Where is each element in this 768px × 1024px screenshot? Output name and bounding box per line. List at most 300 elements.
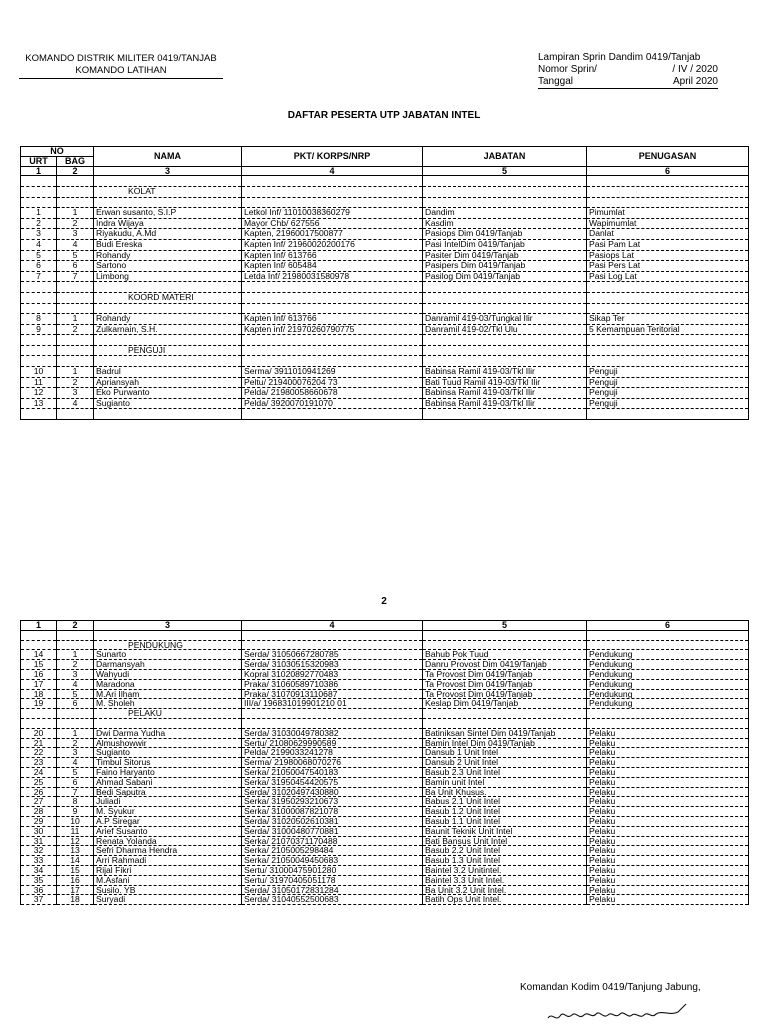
cell-urt: 36 — [21, 885, 57, 895]
col-num: 4 — [242, 166, 423, 176]
empty-cell — [21, 630, 57, 640]
cell-penugasan: Pelaku — [587, 885, 749, 895]
cell-nama: A.P Siregar — [94, 816, 242, 826]
empty-cell — [21, 176, 57, 187]
table-row — [21, 660, 749, 670]
col-num: 4 — [242, 621, 423, 631]
empty-cell — [21, 303, 57, 314]
cell-penugasan: Pelaku — [587, 748, 749, 758]
empty-cell — [423, 709, 587, 719]
page-number: 2 — [381, 596, 387, 607]
cell-nama: Wahyudi — [94, 669, 242, 679]
cell-bag: 2 — [57, 324, 94, 335]
cell-bag: 2 — [57, 218, 94, 229]
table-row — [21, 699, 749, 709]
cell-penugasan: Pelaku — [587, 875, 749, 885]
cell-penugasan: Pelaku — [587, 816, 749, 826]
col-bag: BAG — [57, 156, 94, 166]
cell-pkt: Kapten inf/ 21970260790775 — [242, 324, 423, 335]
empty-cell — [423, 303, 587, 314]
cell-penugasan: Pasi Pers Lat — [587, 261, 749, 272]
empty-cell — [57, 356, 94, 367]
cell-urt: 1 — [21, 208, 57, 219]
cell-bag: 1 — [57, 650, 94, 660]
col-num: 2 — [57, 621, 94, 631]
column-number-row — [21, 621, 749, 631]
cell-penugasan: Penguji — [587, 367, 749, 378]
empty-cell — [21, 186, 57, 197]
cell-pkt: Serda/ 31040552500683 — [242, 895, 423, 905]
empty-cell — [587, 356, 749, 367]
cell-bag: 3 — [57, 229, 94, 240]
cell-penugasan: Pendukung — [587, 650, 749, 660]
participants-table-page1 — [20, 146, 749, 420]
cell-pkt: Serda/ 31050667280785 — [242, 650, 423, 660]
empty-cell — [242, 709, 423, 719]
col-nama: NAMA — [94, 147, 242, 167]
cell-pkt: Serka/ 21050047540183 — [242, 767, 423, 777]
table-row — [21, 679, 749, 689]
cell-nama: Sugianto — [94, 398, 242, 409]
cell-nama: Almushowwir — [94, 738, 242, 748]
empty-cell — [21, 718, 57, 728]
nomor-label: Nomor Sprin/ — [538, 64, 597, 75]
cell-pkt: Serma/ 3911010941269 — [242, 367, 423, 378]
cell-jabatan: Babinsa Ramil 419-03/Tkl Ilir — [423, 388, 587, 399]
empty-cell — [423, 630, 587, 640]
cell-pkt: Sertu/ 31970405051178 — [242, 875, 423, 885]
blank-row — [21, 356, 749, 367]
empty-cell — [587, 630, 749, 640]
cell-pkt: Serka/ 21070371170488 — [242, 836, 423, 846]
cell-nama: Indra Wijaya — [94, 218, 242, 229]
cell-pkt: Kapten Inf/ 605484 — [242, 261, 423, 272]
table-row — [21, 875, 749, 885]
cell-bag: 16 — [57, 875, 94, 885]
cell-jabatan: Pasilog Dim 0419/Tanjab — [423, 271, 587, 282]
table-row — [21, 261, 749, 272]
cell-urt: 11 — [21, 377, 57, 388]
table-row — [21, 218, 749, 229]
empty-cell — [94, 282, 242, 293]
cell-urt: 28 — [21, 807, 57, 817]
blank-row — [21, 197, 749, 208]
cell-bag: 4 — [57, 239, 94, 250]
cell-penugasan: Sikap Ter — [587, 314, 749, 325]
cell-urt: 5 — [21, 250, 57, 261]
empty-cell — [57, 409, 94, 420]
cell-nama: Rohandy — [94, 314, 242, 325]
cell-nama: Sartono — [94, 261, 242, 272]
empty-cell — [423, 282, 587, 293]
table-row — [21, 787, 749, 797]
cell-pkt: Serka/ 31000087821078 — [242, 807, 423, 817]
cell-bag: 6 — [57, 777, 94, 787]
empty-cell — [242, 718, 423, 728]
blank-row — [21, 630, 749, 640]
cell-jabatan: Danru Provost Dim 0419/Tanjab — [423, 660, 587, 670]
table-row — [21, 846, 749, 856]
empty-cell — [21, 292, 57, 303]
table-row — [21, 748, 749, 758]
blank-row — [21, 303, 749, 314]
cell-jabatan: Batih Ops Unit Intel. — [423, 895, 587, 905]
cell-jabatan: Ba Unit Khusus. — [423, 787, 587, 797]
col-num: 1 — [21, 166, 57, 176]
table-row — [21, 856, 749, 866]
cell-urt: 6 — [21, 261, 57, 272]
table-row — [21, 669, 749, 679]
signature — [546, 1000, 696, 1024]
empty-cell — [21, 345, 57, 356]
empty-cell — [94, 718, 242, 728]
cell-penugasan: Pendukung — [587, 669, 749, 679]
cell-penugasan: Pelaku — [587, 767, 749, 777]
cell-nama: Eko Purwanto — [94, 388, 242, 399]
table-row — [21, 239, 749, 250]
cell-jabatan: Bamin unit Intel — [423, 777, 587, 787]
cell-jabatan: Dandim — [423, 208, 587, 219]
cell-nama: Riyakudu, A.Md — [94, 229, 242, 240]
cell-urt: 34 — [21, 865, 57, 875]
cell-urt: 16 — [21, 669, 57, 679]
cell-urt: 9 — [21, 324, 57, 335]
cell-urt: 24 — [21, 767, 57, 777]
section-row — [21, 292, 749, 303]
col-num: 2 — [57, 166, 94, 176]
cell-nama: Dwi Darma Yudha — [94, 728, 242, 738]
cell-jabatan: Basub 1.3 Unit Intel — [423, 856, 587, 866]
table-row — [21, 895, 749, 905]
col-num: 5 — [423, 166, 587, 176]
cell-bag: 12 — [57, 836, 94, 846]
section-row — [21, 186, 749, 197]
cell-pkt: Praka/ 31070913110687 — [242, 689, 423, 699]
cell-nama: Ahmad Sabani — [94, 777, 242, 787]
cell-pkt: Serda/ 31030049780382 — [242, 728, 423, 738]
empty-cell — [242, 186, 423, 197]
empty-cell — [94, 176, 242, 187]
col-num: 6 — [587, 166, 749, 176]
column-number-row — [21, 166, 749, 176]
cell-nama: Sefri Dharma Hendra — [94, 846, 242, 856]
table-row — [21, 271, 749, 282]
cell-jabatan: Pasiter Dim 0419/Tanjab — [423, 250, 587, 261]
cell-urt: 25 — [21, 777, 57, 787]
cell-urt: 26 — [21, 787, 57, 797]
cell-urt: 14 — [21, 650, 57, 660]
cell-penugasan: Pelaku — [587, 758, 749, 768]
empty-cell — [242, 176, 423, 187]
cell-penugasan: Pendukung — [587, 660, 749, 670]
empty-cell — [57, 640, 94, 650]
participants-table-page2 — [20, 620, 749, 905]
section-row — [21, 709, 749, 719]
cell-urt: 12 — [21, 388, 57, 399]
empty-cell — [21, 709, 57, 719]
cell-urt: 35 — [21, 875, 57, 885]
cell-bag: 1 — [57, 314, 94, 325]
table-row — [21, 250, 749, 261]
cell-bag: 4 — [57, 398, 94, 409]
cell-jabatan: Kasdim — [423, 218, 587, 229]
empty-cell — [21, 197, 57, 208]
cell-urt: 15 — [21, 660, 57, 670]
cell-penugasan: Pendukung — [587, 689, 749, 699]
table-header-row1 — [21, 147, 749, 157]
empty-cell — [242, 303, 423, 314]
empty-cell — [21, 282, 57, 293]
empty-cell — [423, 345, 587, 356]
table-row — [21, 826, 749, 836]
table-row — [21, 398, 749, 409]
cell-nama: Bedi Saputra — [94, 787, 242, 797]
col-pkt: PKT/ KORPS/NRP — [242, 147, 423, 167]
cell-penugasan: Pelaku — [587, 826, 749, 836]
cell-pkt: Serda/ 31020502610381 — [242, 816, 423, 826]
cell-nama: Juliadi — [94, 797, 242, 807]
cell-pkt: Sertu/ 21080629990589 — [242, 738, 423, 748]
col-penugasan: PENUGASAN — [587, 147, 749, 167]
table-row — [21, 367, 749, 378]
empty-cell — [57, 197, 94, 208]
cell-urt: 29 — [21, 816, 57, 826]
cell-pkt: Serda/ 31020497430880 — [242, 787, 423, 797]
cell-nama: Suryadi — [94, 895, 242, 905]
cell-pkt: Serda/ 31000480770881 — [242, 826, 423, 836]
cell-bag: 6 — [57, 699, 94, 709]
header-left — [19, 53, 223, 79]
table-row — [21, 738, 749, 748]
cell-nama: M.Ari Ilham — [94, 689, 242, 699]
empty-cell — [57, 345, 94, 356]
table-row — [21, 314, 749, 325]
table-row — [21, 807, 749, 817]
empty-cell — [587, 197, 749, 208]
cell-urt: 18 — [21, 689, 57, 699]
cell-jabatan: Danramil 419-03/Tungkal Ilir — [423, 314, 587, 325]
section-row — [21, 640, 749, 650]
empty-cell — [57, 303, 94, 314]
empty-cell — [587, 345, 749, 356]
cell-pkt: Letkol Inf/ 11010038360279 — [242, 208, 423, 219]
col-urt: URT — [21, 156, 57, 166]
cell-pkt: Kapten, 21960017500877 — [242, 229, 423, 240]
cell-bag: 4 — [57, 758, 94, 768]
empty-cell — [57, 335, 94, 346]
cell-bag: 10 — [57, 816, 94, 826]
cell-bag: 18 — [57, 895, 94, 905]
empty-cell — [242, 282, 423, 293]
cell-urt: 20 — [21, 728, 57, 738]
cell-nama: Arief Susanto — [94, 826, 242, 836]
cell-nama: Arri Rahmadi — [94, 856, 242, 866]
table-row — [21, 208, 749, 219]
empty-cell — [242, 197, 423, 208]
empty-cell — [242, 335, 423, 346]
empty-cell — [94, 197, 242, 208]
empty-cell — [242, 345, 423, 356]
cell-pkt: Kapten Inf/ 613766 — [242, 314, 423, 325]
cell-bag: 3 — [57, 388, 94, 399]
cell-jabatan: Bati Bansus Unit Intel — [423, 836, 587, 846]
cell-jabatan: Basub 2.3 Unit Intel — [423, 767, 587, 777]
cell-penugasan: Pelaku — [587, 777, 749, 787]
cell-bag: 6 — [57, 261, 94, 272]
cell-jabatan: Ba Unit 3.2 Unit Intel. — [423, 885, 587, 895]
cell-urt: 22 — [21, 748, 57, 758]
cell-penugasan: Pasi Pam Lat — [587, 239, 749, 250]
col-num: 5 — [423, 621, 587, 631]
section-label: KOORD MATERI — [94, 292, 242, 303]
cell-jabatan: Ta Provost Dim 0419/Tanjab — [423, 689, 587, 699]
cell-nama: M. Sholeh — [94, 699, 242, 709]
empty-cell — [94, 409, 242, 420]
cell-bag: 9 — [57, 807, 94, 817]
table-row — [21, 836, 749, 846]
cell-urt: 2 — [21, 218, 57, 229]
cell-pkt: Serka/ 2105005298484 — [242, 846, 423, 856]
cell-nama: Susilo. YB — [94, 885, 242, 895]
table-row — [21, 388, 749, 399]
header-left-line1: KOMANDO DISTRIK MILITER 0419/TANJAB — [25, 53, 217, 64]
cell-urt: 23 — [21, 758, 57, 768]
cell-bag: 7 — [57, 787, 94, 797]
empty-cell — [587, 282, 749, 293]
cell-urt: 17 — [21, 679, 57, 689]
table-row — [21, 797, 749, 807]
cell-bag: 5 — [57, 689, 94, 699]
cell-bag: 13 — [57, 846, 94, 856]
section-label: KOLAT — [94, 186, 242, 197]
empty-cell — [57, 630, 94, 640]
section-row — [21, 345, 749, 356]
empty-cell — [423, 640, 587, 650]
cell-urt: 30 — [21, 826, 57, 836]
table-row — [21, 816, 749, 826]
empty-cell — [423, 718, 587, 728]
cell-penugasan: Pelaku — [587, 728, 749, 738]
cell-urt: 21 — [21, 738, 57, 748]
cell-pkt: Sertu/ 31000475901280 — [242, 865, 423, 875]
cell-jabatan: Batiniksan Sintel Dim 0419/Tanjab — [423, 728, 587, 738]
cell-bag: 2 — [57, 738, 94, 748]
cell-urt: 8 — [21, 314, 57, 325]
empty-cell — [587, 709, 749, 719]
cell-nama: Maradona — [94, 679, 242, 689]
section-label: PENDUKUNG — [94, 640, 242, 650]
cell-penugasan: Penguji — [587, 388, 749, 399]
empty-cell — [21, 335, 57, 346]
cell-urt: 31 — [21, 836, 57, 846]
empty-cell — [587, 640, 749, 650]
empty-cell — [94, 335, 242, 346]
table-row — [21, 767, 749, 777]
table-row — [21, 650, 749, 660]
empty-cell — [242, 640, 423, 650]
document-title: DAFTAR PESERTA UTP JABATAN INTEL — [287, 110, 481, 121]
col-no: NO — [21, 147, 94, 157]
empty-cell — [423, 197, 587, 208]
cell-jabatan: Babinsa Ramil 419-03/Tkl Ilir — [423, 367, 587, 378]
empty-cell — [587, 718, 749, 728]
cell-jabatan: Ta Provost Dim 0419/Tanjab — [423, 679, 587, 689]
cell-nama: Erwan susanto, S.I.P — [94, 208, 242, 219]
cell-nama: Badrul — [94, 367, 242, 378]
cell-nama: Darmansyah — [94, 660, 242, 670]
lampiran-label: Lampiran Sprin Dandim 0419/Tanjab — [538, 52, 701, 63]
cell-penugasan: Pendukung — [587, 699, 749, 709]
cell-urt: 3 — [21, 229, 57, 240]
blank-row — [21, 282, 749, 293]
table-row — [21, 229, 749, 240]
table-row — [21, 689, 749, 699]
cell-urt: 7 — [21, 271, 57, 282]
cell-jabatan: Pasiops Dim 0419/Tanjab — [423, 229, 587, 240]
cell-nama: Sunarto — [94, 650, 242, 660]
signatory-title: Komandan Kodim 0419/Tanjung Jabung, — [520, 982, 701, 993]
cell-penugasan: Pelaku — [587, 846, 749, 856]
cell-urt: 33 — [21, 856, 57, 866]
cell-urt: 13 — [21, 398, 57, 409]
cell-bag: 3 — [57, 748, 94, 758]
cell-penugasan: Pelaku — [587, 856, 749, 866]
cell-jabatan: Ta Provost Dim 0419/Tanjab — [423, 669, 587, 679]
table-row — [21, 758, 749, 768]
cell-penugasan: Pelaku — [587, 787, 749, 797]
cell-pkt: Peltu/ 219400076204 73 — [242, 377, 423, 388]
cell-bag: 4 — [57, 679, 94, 689]
empty-cell — [21, 640, 57, 650]
table-row — [21, 324, 749, 335]
col-num: 1 — [21, 621, 57, 631]
cell-pkt: Praka/ 31060589710386 — [242, 679, 423, 689]
empty-cell — [242, 356, 423, 367]
cell-bag: 14 — [57, 856, 94, 866]
col-num: 3 — [94, 166, 242, 176]
cell-bag: 7 — [57, 271, 94, 282]
empty-cell — [587, 409, 749, 420]
cell-jabatan: Danramil 419-02/Tkl Ulu — [423, 324, 587, 335]
col-num: 6 — [587, 621, 749, 631]
cell-pkt: Pelda/ 21980058660678 — [242, 388, 423, 399]
cell-pkt: Serda/ 31030515320983 — [242, 660, 423, 670]
cell-jabatan: Bamin Intel Dim 0419/Tanjab — [423, 738, 587, 748]
cell-bag: 17 — [57, 885, 94, 895]
blank-row — [21, 718, 749, 728]
cell-jabatan: Baunit Teknik Unit Intel — [423, 826, 587, 836]
cell-bag: 1 — [57, 367, 94, 378]
cell-pkt: Serka/ 31950293210673 — [242, 797, 423, 807]
empty-cell — [242, 292, 423, 303]
cell-jabatan: Basub 2.2 Unit Intel — [423, 846, 587, 856]
cell-bag: 11 — [57, 826, 94, 836]
cell-penugasan: Pelaku — [587, 797, 749, 807]
cell-urt: 19 — [21, 699, 57, 709]
cell-pkt: Kapten Inf/ 21960020200176 — [242, 239, 423, 250]
cell-penugasan: Pelaku — [587, 865, 749, 875]
cell-urt: 10 — [21, 367, 57, 378]
empty-cell — [57, 718, 94, 728]
cell-jabatan: Bahub Pok Tuud — [423, 650, 587, 660]
cell-penugasan: Pelaku — [587, 738, 749, 748]
cell-nama: Renata Yolanda — [94, 836, 242, 846]
empty-cell — [587, 303, 749, 314]
cell-urt: 37 — [21, 895, 57, 905]
cell-penugasan: Pimumlat — [587, 208, 749, 219]
empty-cell — [423, 409, 587, 420]
cell-penugasan: Pelaku — [587, 895, 749, 905]
